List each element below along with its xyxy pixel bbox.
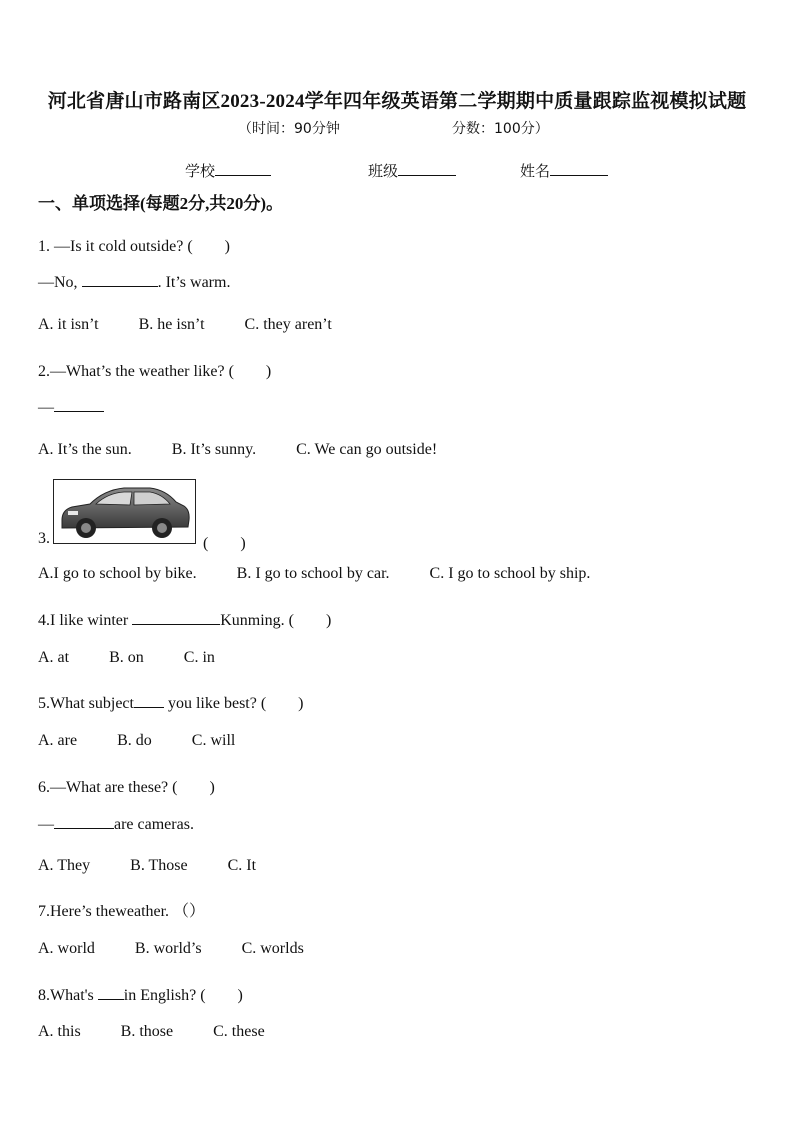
answer-blank xyxy=(54,828,114,829)
question-4-options xyxy=(38,649,255,667)
option-c: C. We can go outside! xyxy=(296,441,438,458)
car-icon xyxy=(54,480,195,543)
question-6-answer: — are cameras. xyxy=(38,816,194,833)
option-a: A. at xyxy=(38,649,70,666)
option-b: B. on xyxy=(109,649,144,666)
question-6-options xyxy=(38,857,296,875)
answer-blank xyxy=(82,286,158,287)
option-c: C. in xyxy=(183,649,215,666)
class-field xyxy=(368,160,456,181)
school-field xyxy=(185,160,271,181)
question-3-options xyxy=(38,565,630,583)
option-c: C. these xyxy=(213,1023,265,1040)
name-blank xyxy=(550,175,608,176)
question-8-stem: 8.What's in English? ( ) xyxy=(38,987,243,1004)
option-c: C. will xyxy=(191,732,236,749)
answer-blank xyxy=(98,999,124,1000)
exam-score: 分数：100分） xyxy=(452,121,549,137)
question-1-answer: —No, . It’s warm. xyxy=(38,274,231,291)
option-c: C. I go to school by ship. xyxy=(429,565,591,582)
class-label: 班级 xyxy=(368,164,399,180)
option-c: C. worlds xyxy=(241,940,304,957)
page-title: 河北省唐山市路南区2023-2024学年四年级英语第二学期期中质量跟踪监视模拟试题 xyxy=(47,91,747,112)
car-image xyxy=(53,479,196,544)
name-field xyxy=(520,160,608,181)
option-a: A. They xyxy=(38,857,91,874)
name-label: 姓名 xyxy=(520,164,551,180)
question-2-stem: 2.—What’s the weather like? ( ) xyxy=(38,363,272,380)
question-3-paren: ( ) xyxy=(203,535,246,552)
question-1-stem: 1. —Is it cold outside? ( ) xyxy=(38,238,230,255)
question-3-number: 3. xyxy=(38,530,50,547)
option-a: A. are xyxy=(38,732,78,749)
option-a: A. this xyxy=(38,1023,81,1040)
section-title: 一、单项选择(每题2分,共20分)。 xyxy=(38,194,284,213)
option-a: A. world xyxy=(38,940,95,957)
school-label: 学校 xyxy=(185,164,216,180)
option-b: B. world’s xyxy=(134,940,202,957)
class-blank xyxy=(398,175,456,176)
option-b: B. It’s sunny. xyxy=(171,441,257,458)
question-6-stem: 6.—What are these? ( ) xyxy=(38,779,215,796)
question-5-options xyxy=(38,732,275,750)
exam-time: （时间：90分钟 xyxy=(238,121,340,137)
question-7-stem: 7.Here’s theweather. （） xyxy=(38,903,206,920)
option-b: B. do xyxy=(117,732,152,749)
option-a: A.I go to school by bike. xyxy=(38,565,197,582)
option-c: C. It xyxy=(227,857,257,874)
question-7-options xyxy=(38,940,344,958)
question-2-options xyxy=(38,441,477,459)
question-5-stem: 5.What subject you like best? ( ) xyxy=(38,695,304,712)
answer-blank xyxy=(54,411,104,412)
option-b: B. those xyxy=(120,1023,174,1040)
question-4-stem: 4.I like winter Kunming. ( ) xyxy=(38,612,332,629)
option-b: B. Those xyxy=(130,857,188,874)
question-1-options xyxy=(38,316,372,334)
option-b: B. I go to school by car. xyxy=(236,565,390,582)
question-2-answer: — xyxy=(38,399,104,417)
school-blank xyxy=(215,175,271,176)
answer-blank xyxy=(134,707,164,708)
option-b: B. he isn’t xyxy=(138,316,205,333)
option-a: A. It’s the sun. xyxy=(38,441,132,458)
answer-blank xyxy=(132,624,220,625)
option-c: C. they aren’t xyxy=(244,316,332,333)
option-a: A. it isn’t xyxy=(38,316,99,333)
question-8-options xyxy=(38,1023,305,1041)
